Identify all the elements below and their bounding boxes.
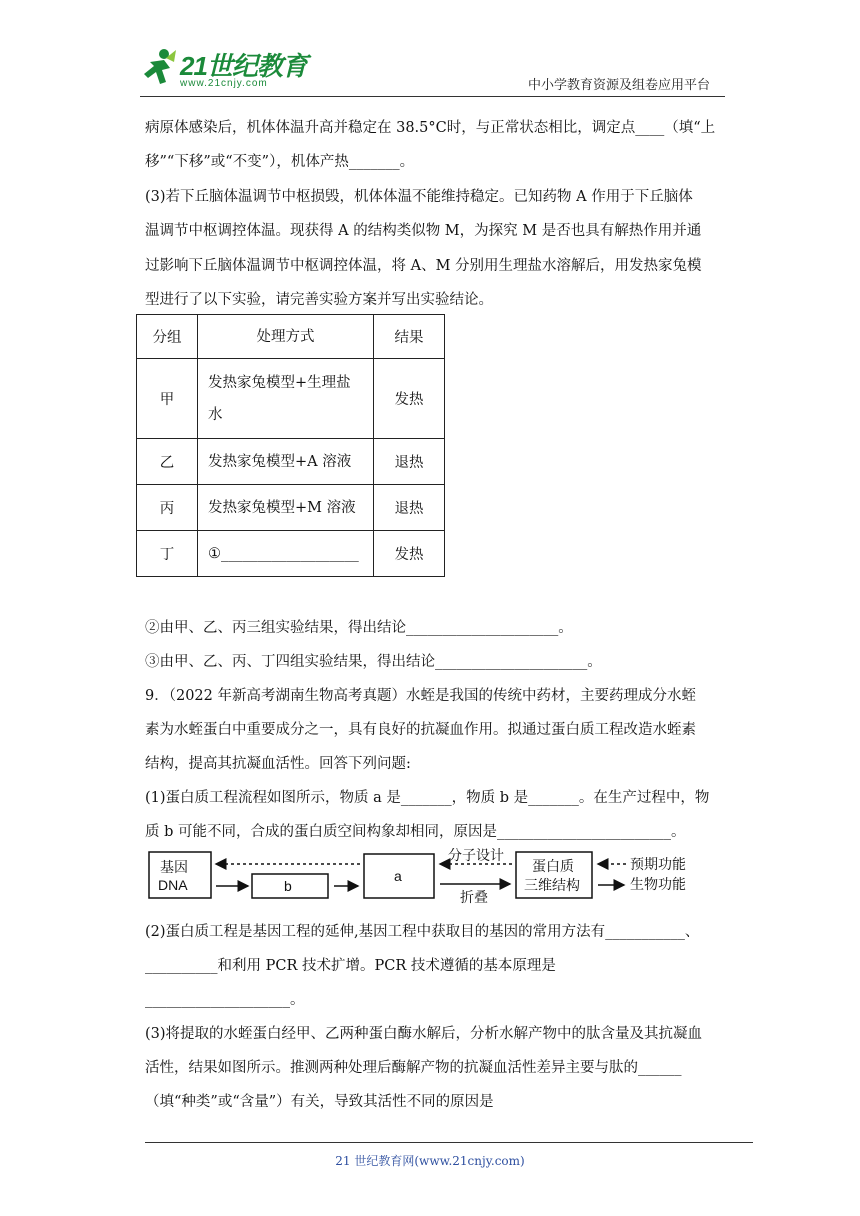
- logo-url: www.21cnjy.com: [180, 78, 268, 89]
- treatment-cell: ①___________________: [198, 531, 374, 577]
- molecular-design-label: 分子设计: [448, 848, 504, 863]
- label-b: b: [284, 878, 292, 894]
- paragraph-line: 型进行了以下实验，请完善实验方案并写出实验结论。: [145, 292, 493, 308]
- table-row: [137, 359, 445, 439]
- table-row: [137, 439, 445, 485]
- paragraph-line: 素为水蛭蛋白中重要成分之一，具有良好的抗凝血作用。拟通过蛋白质工程改造水蛭素: [145, 722, 696, 738]
- group-cell: 丁: [137, 531, 198, 577]
- paragraph-line: 结构，提高其抗凝血活性。回答下列问题:: [145, 756, 411, 772]
- paragraph-line: 移”“下移”或“不变”），机体产热_______。: [145, 154, 415, 170]
- paragraph-line: 病原体感染后，机体体温升高并稳定在 38.5°C时，与正常状态相比，调定点____（填“上: [145, 120, 716, 136]
- group-cell: 甲: [137, 359, 198, 439]
- paragraph-line: (3)将提取的水蛭蛋白经甲、乙两种蛋白酶水解后，分析水解产物中的肽含量及其抗凝血: [145, 1026, 703, 1042]
- paragraph-line: 活性，结果如图所示。推测两种处理后酶解产物的抗凝血活性差异主要与肽的______: [145, 1060, 682, 1076]
- protein-engineering-diagram: [148, 848, 704, 904]
- paragraph-line: （填“种类”或“含量”）有关，导致其活性不同的原因是: [145, 1094, 494, 1110]
- runner-icon: [142, 48, 178, 88]
- paragraph-line: (2)蛋白质工程是基因工程的延伸,基因工程中获取目的基因的常用方法有___________、: [145, 924, 700, 940]
- table-header-row: [137, 315, 445, 359]
- structure-label: 三维结构: [524, 877, 580, 893]
- result-cell: 发热: [374, 359, 445, 439]
- group-cell: 乙: [137, 439, 198, 485]
- header-treatment: 处理方式: [198, 315, 374, 359]
- group-cell: 丙: [137, 485, 198, 531]
- footer-link[interactable]: 21 世纪教育网(www.21cnjy.com): [335, 1154, 525, 1168]
- result-cell: 退热: [374, 485, 445, 531]
- gene-label: 基因: [160, 859, 188, 875]
- platform-name: 中小学教育资源及组卷应用平台: [527, 78, 710, 93]
- treatment-cell: 发热家兔模型+M 溶液: [198, 485, 374, 531]
- paragraph-line: 质 b 可能不同，合成的蛋白质空间构象却相同，原因是________________________。: [145, 824, 686, 840]
- paragraph-line: ③由甲、乙、丙、丁四组实验结果，得出结论_____________________。: [145, 654, 602, 670]
- experiment-table: [136, 314, 445, 577]
- folding-label: 折叠: [460, 889, 488, 904]
- result-cell: 退热: [374, 439, 445, 485]
- paragraph-line: (1)蛋白质工程流程如图所示，物质 a 是_______，物质 b 是_______。在生产过程中，物: [145, 790, 710, 806]
- label-a: a: [394, 868, 402, 884]
- header-divider: [140, 96, 725, 97]
- table-row: [137, 531, 445, 577]
- header-group: 分组: [137, 315, 198, 359]
- paragraph-line: 温调节中枢调控体温。现获得 A 的结构类似物 M，为探究 M 是否也具有解热作用并通: [145, 223, 702, 239]
- header-result: 结果: [374, 315, 445, 359]
- treatment-cell: 发热家兔模型+生理盐水: [198, 359, 374, 439]
- paragraph-line: (3)若下丘脑体温调节中枢损毁，机体体温不能维持稳定。已知药物 A 作用于下丘脑体: [145, 189, 693, 205]
- footer-divider: [145, 1142, 753, 1143]
- result-cell: 发热: [374, 531, 445, 577]
- bio-function-label: 生物功能: [630, 876, 686, 892]
- table-row: [137, 485, 445, 531]
- paragraph-line: ____________________。: [145, 992, 305, 1008]
- protein-label: 蛋白质: [532, 858, 574, 874]
- question-heading: 9．（2022 年新高考湖南生物高考真题）水蛭是我国的传统中药材，主要药理成分水蛭: [145, 688, 696, 704]
- logo-text: 21世纪教育: [180, 51, 307, 81]
- dna-label: DNA: [158, 877, 188, 893]
- treatment-cell: 发热家兔模型+A 溶液: [198, 439, 374, 485]
- paragraph-line: __________和利用 PCR 技术扩增。PCR 技术遵循的基本原理是: [145, 958, 556, 974]
- expected-function-label: 预期功能: [630, 856, 686, 872]
- site-logo: [142, 46, 312, 96]
- paragraph-line: ②由甲、乙、丙三组实验结果，得出结论_____________________。: [145, 620, 573, 636]
- paragraph-line: 过影响下丘脑体温调节中枢调控体温，将 A、M 分别用生理盐水溶解后，用发热家兔模: [145, 258, 702, 274]
